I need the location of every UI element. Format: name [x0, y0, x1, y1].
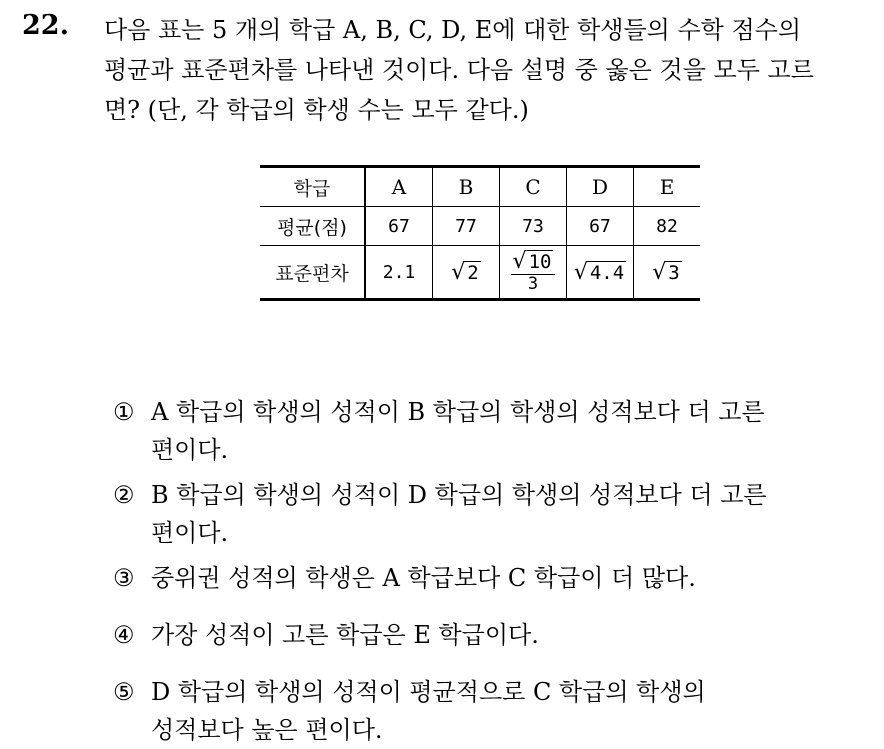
choice-text: 편이다. — [151, 519, 229, 547]
header-class-b: B — [433, 167, 500, 207]
choice-mark: ⑤ — [113, 678, 135, 706]
radical-sign: √ — [652, 260, 667, 285]
header-class-c: C — [500, 167, 567, 207]
choice-mark: ① — [113, 398, 135, 426]
radical-sign: √ — [451, 260, 466, 285]
stem-line: 면? (단, 각 학급의 학생 수는 모두 같다.) — [104, 96, 529, 124]
sqrt-expression — [652, 260, 681, 285]
mean-e: 82 — [634, 207, 701, 246]
table-header-row — [260, 167, 700, 207]
radicand: 10 — [528, 251, 552, 274]
radical-sign: √ — [512, 249, 527, 275]
radicand: 2 — [467, 262, 479, 284]
stem-line: 다음 표는 5 개의 학급 A, B, C, D, E에 대한 학생들의 수학 점수의 — [104, 16, 802, 44]
choice-text: A 학급의 학생의 성적이 B 학급의 학생의 성적보다 더 고른 — [151, 398, 765, 426]
choice-1[interactable] — [113, 393, 853, 469]
header-class-d: D — [567, 167, 634, 207]
mean-c: 73 — [500, 207, 567, 246]
radicand: 3 — [668, 262, 680, 284]
stem-line: 평균과 표준편차를 나타낸 것이다. 다음 설명 중 옳은 것을 모두 고르 — [104, 56, 814, 84]
mean-d: 67 — [567, 207, 634, 246]
choice-mark: ④ — [113, 621, 135, 649]
sd-d — [567, 246, 634, 300]
fraction-numerator — [511, 250, 556, 276]
sd-label-cell: 표준편차 — [260, 246, 365, 300]
mean-row — [260, 207, 700, 246]
choice-text: 가장 성적이 고른 학급은 E 학급이다. — [151, 621, 539, 649]
choice-2[interactable] — [113, 476, 853, 552]
choice-text: 성적보다 높은 편이다. — [151, 716, 383, 744]
choice-text: D 학급의 학생의 성적이 평균적으로 C 학급의 학생의 — [151, 678, 706, 706]
header-label-cell: 학급 — [260, 167, 365, 207]
radical-sign: √ — [573, 260, 588, 285]
answer-choices — [113, 393, 853, 749]
choice-5[interactable] — [113, 673, 853, 749]
choice-3[interactable] — [113, 559, 853, 597]
question-number: 22. — [22, 10, 69, 41]
radicand: 4.4 — [589, 262, 625, 284]
header-class-e: E — [634, 167, 701, 207]
sqrt-expression — [513, 250, 554, 274]
choice-text: 중위권 성적의 학생은 A 학급보다 C 학급이 더 많다. — [151, 564, 696, 592]
sd-c — [500, 246, 567, 300]
fraction-expression — [511, 250, 556, 294]
choice-mark: ② — [113, 481, 135, 509]
sd-row — [260, 246, 700, 300]
header-class-a: A — [365, 167, 433, 207]
sqrt-expression — [451, 260, 480, 285]
question-stem — [104, 10, 874, 130]
fraction-denominator: 3 — [527, 274, 539, 295]
choice-mark: ③ — [113, 564, 135, 592]
mean-label-cell: 평균(점) — [260, 207, 365, 246]
sd-e — [634, 246, 701, 300]
choice-text: 편이다. — [151, 436, 229, 464]
choice-text: B 학급의 학생의 성적이 D 학급의 학생의 성적보다 더 고른 — [151, 481, 767, 509]
mean-a: 67 — [365, 207, 433, 246]
sd-b — [433, 246, 500, 300]
sqrt-expression — [574, 260, 626, 285]
statistics-table — [260, 165, 700, 301]
mean-b: 77 — [433, 207, 500, 246]
choice-4[interactable] — [113, 616, 853, 654]
sd-a: 2.1 — [365, 246, 433, 300]
